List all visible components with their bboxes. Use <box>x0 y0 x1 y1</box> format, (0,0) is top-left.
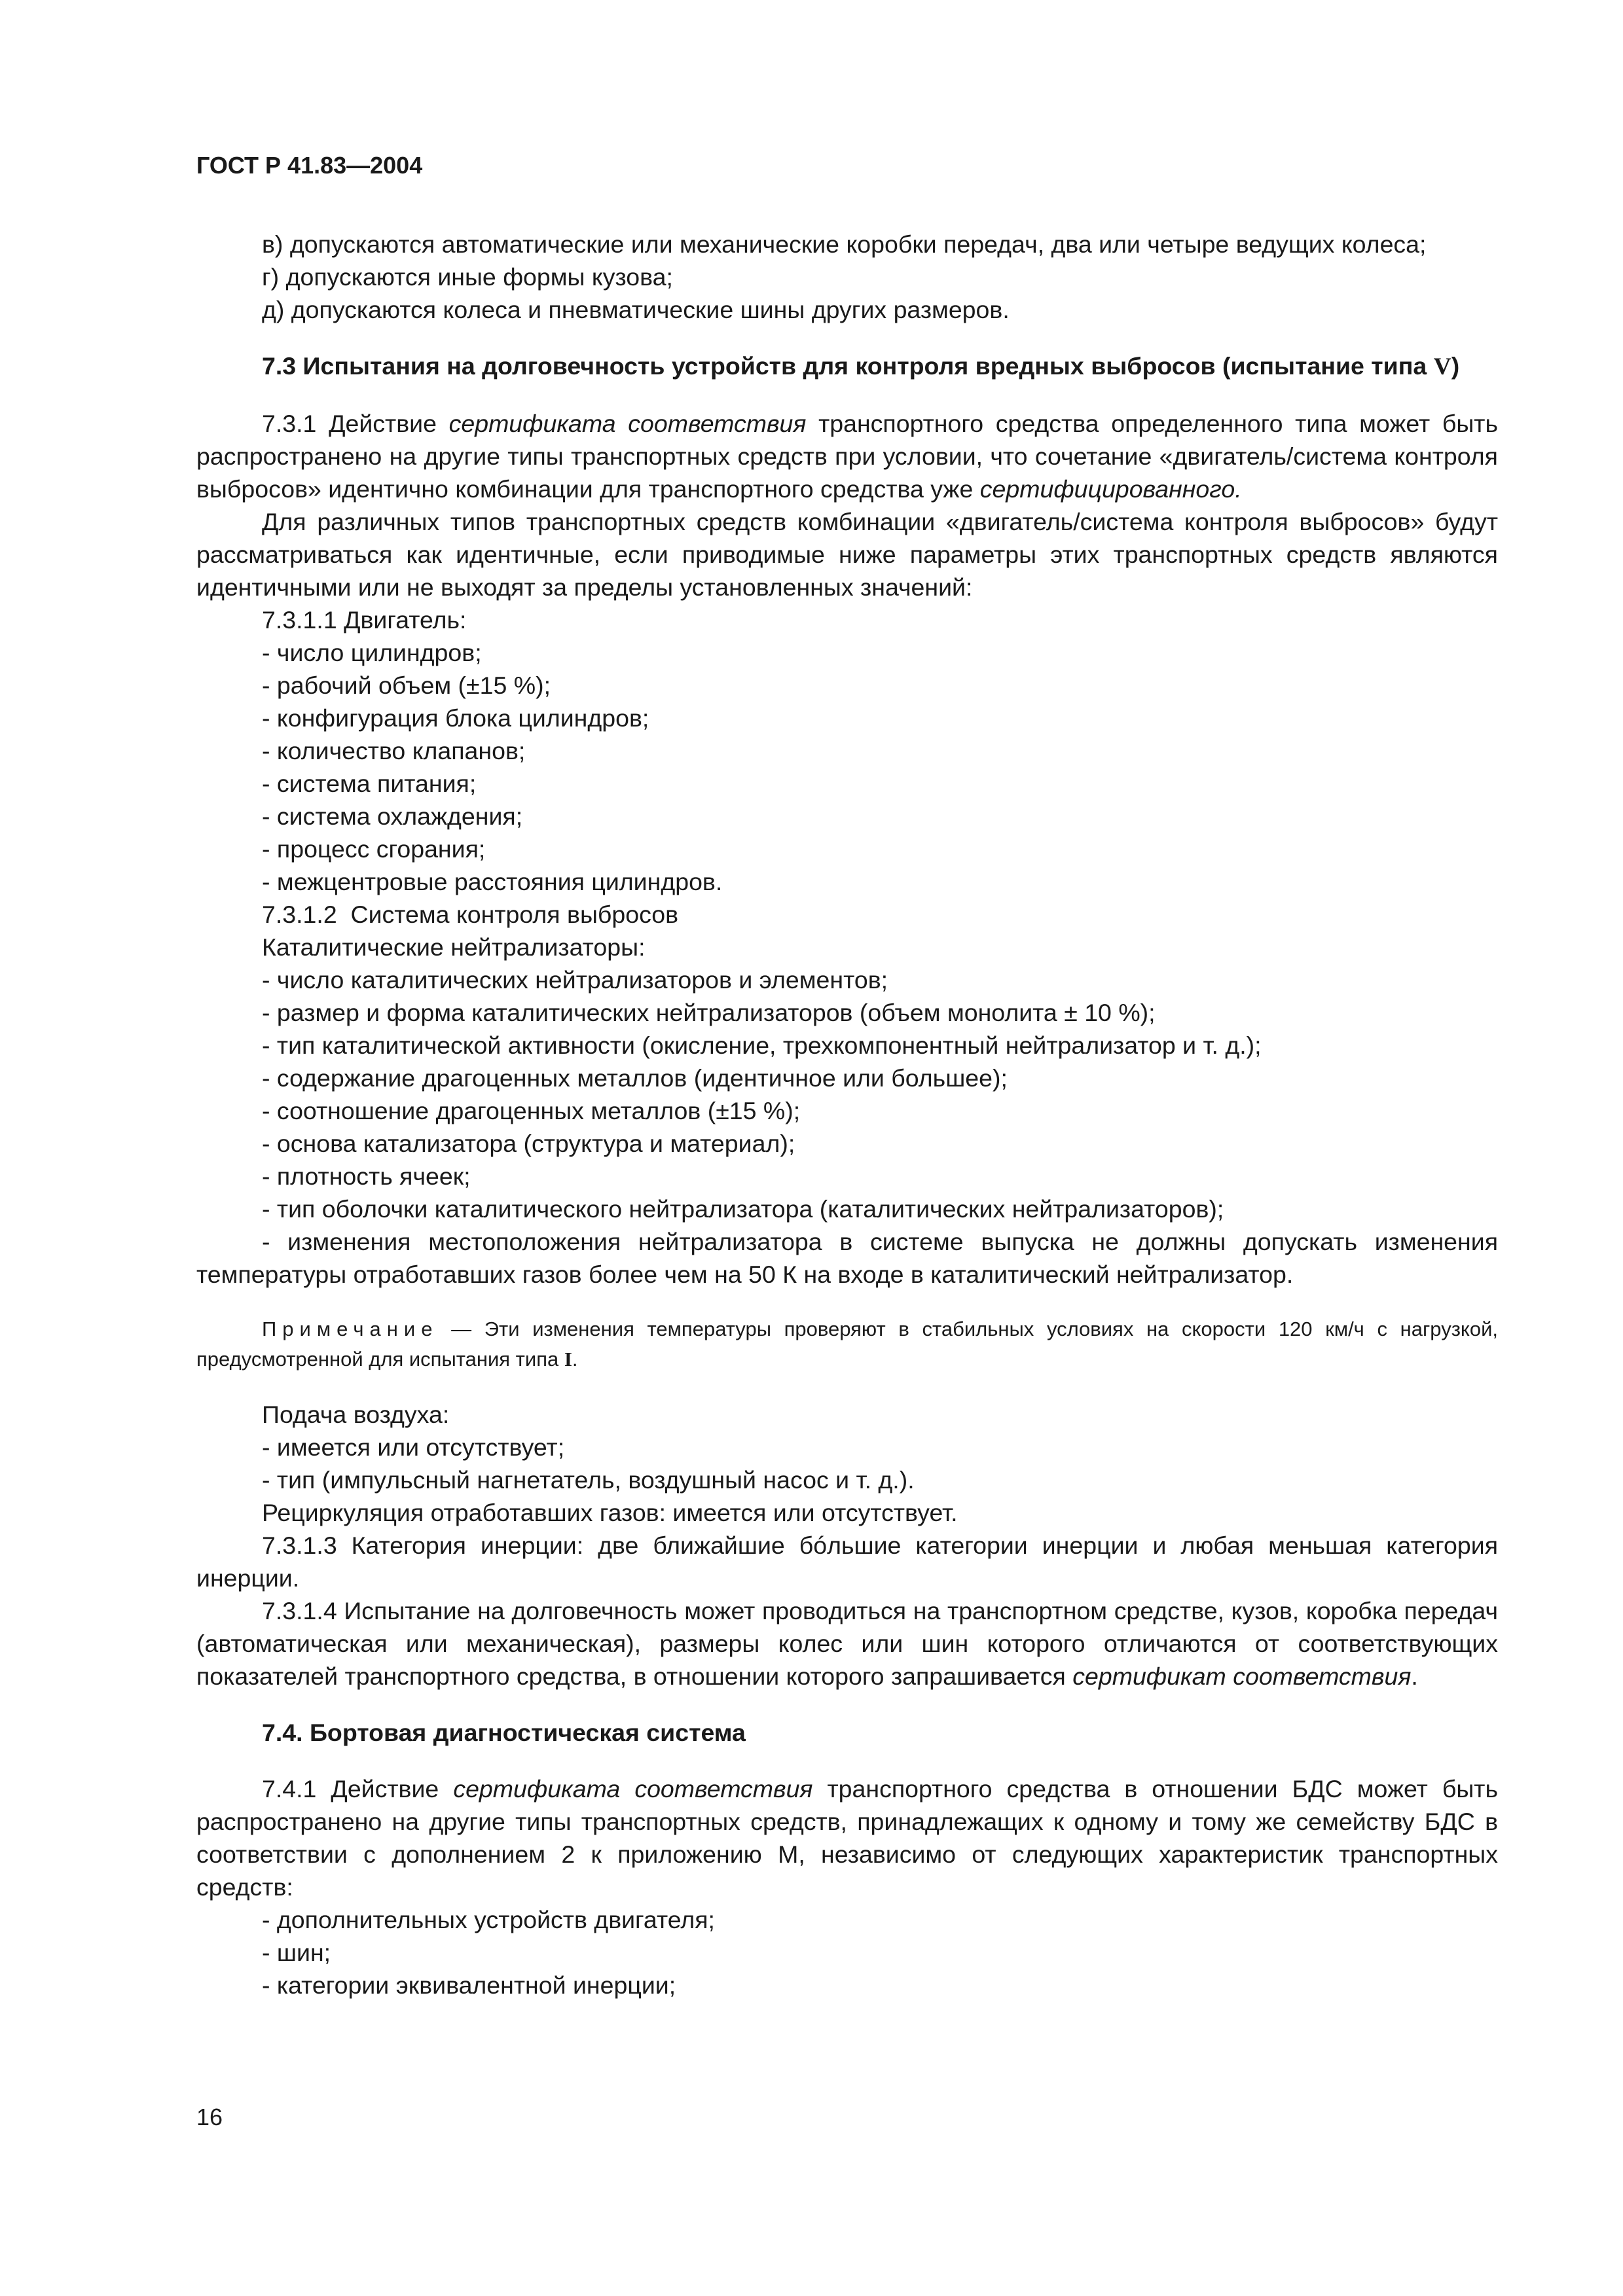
list-item: - число цилиндров; <box>262 639 482 666</box>
paragraph-7-4-1 <box>196 1772 1498 1903</box>
text-span: транспортного средства определенного типа может быть распространено на другие типы транспортных средств при условии, что сочетание «двигатель/система контроля выбросов» идентично комбинации для транспортного средства уже <box>196 410 1498 503</box>
list-item: - дополнительных устройств двигателя; <box>262 1906 715 1933</box>
paragraph-combinations: Для различных типов транспортных средств комбинации «двигатель/система контроля выбросов» будут рассматриваться как идентичные, если приводимые ниже параметры этих транспортных средств являются идентичными или не выходят за пределы установленных значений: <box>196 508 1498 601</box>
heading-close: ) <box>1451 352 1460 380</box>
list-item: - тип (импульсный нагнетатель, воздушный насос и т. д.). <box>262 1466 915 1494</box>
subsection-engine-title: 7.3.1.1 Двигатель: <box>262 606 467 634</box>
subsection-emission-title: 7.3.1.2 Система контроля выбросов <box>262 901 679 928</box>
catalyst-parameter-list <box>196 963 1498 1291</box>
test-type-symbol: I <box>564 1348 572 1371</box>
note <box>196 1314 1498 1374</box>
section-heading-7-4: 7.4. Бортовая диагностическая система <box>262 1719 746 1746</box>
heading-text: 7.3 Испытания на долговечность устройств для контроля вредных выбросов (испытание типа <box>262 352 1434 380</box>
test-type-symbol: V <box>1433 353 1451 380</box>
list-item: - плотность ячеек; <box>262 1162 471 1190</box>
list-item: - основа катализатора (структура и материал); <box>262 1130 795 1157</box>
italic-term: сертифицированного. <box>979 475 1242 503</box>
note-text: — Эти изменения температуры проверяют в стабильных условиях на скорости 120 км/ч с нагрузкой, предусмотренной для испытания типа <box>196 1318 1498 1371</box>
text-span: 7.4.1 Действие <box>262 1775 454 1803</box>
list-item: - категории эквивалентной инерции; <box>262 1971 676 1999</box>
list-item: - конфигурация блока цилиндров; <box>262 704 649 732</box>
page-content <box>196 228 1498 2001</box>
list-item: - число каталитических нейтрализаторов и элементов; <box>262 966 888 994</box>
list-item: - тип каталитической активности (окисление, трехкомпонентный нейтрализатор и т. д.); <box>262 1031 1262 1059</box>
list-item: - шин; <box>262 1939 331 1966</box>
italic-term: сертификата соответствия <box>448 410 807 437</box>
section-heading-7-3 <box>196 350 1498 384</box>
text-span: транспортного средства в отношении БДС может быть распространено на другие типы транспортных средств, принадлежащих к одному и тому же семейству БДС в соответствии с дополнением 2 к приложению М, независимо от следующих характеристик транспортных средств: <box>196 1775 1499 1901</box>
engine-parameter-list <box>196 636 1498 898</box>
list-item: - тип оболочки каталитического нейтрализатора (каталитических нейтрализаторов); <box>262 1195 1224 1223</box>
document-header: ГОСТ Р 41.83—2004 <box>196 152 423 179</box>
paragraph-7-3-1 <box>196 407 1498 505</box>
text-span: . <box>1411 1662 1418 1690</box>
list-item: - рабочий объем (±15 %); <box>262 672 551 699</box>
air-supply-title: Подача воздуха: <box>262 1401 450 1428</box>
page-number: 16 <box>196 2104 223 2130</box>
text-span: . <box>572 1348 578 1371</box>
note-label: Примечание <box>262 1318 439 1340</box>
text-span: 7.3.1.4 Испытание на долговечность может проводиться на транспортном средстве, кузов, коробка передач (автоматическая или механическая), размеры колес или шин которого отличаются от соответствующих показателей транспортного средства, в отношении которого запрашивается <box>196 1597 1498 1690</box>
list-item: - межцентровые расстояния цилиндров. <box>262 868 723 895</box>
list-item: - система питания; <box>262 770 477 797</box>
list-item: - имеется или отсутствует; <box>262 1433 565 1461</box>
list-item: - изменения местоположения нейтрализатора в системе выпуска не должны допускать изменения температуры отработавших газов более чем на 50 К на входе в каталитический нейтрализатор. <box>196 1228 1498 1288</box>
list-item-d: д) допускаются колеса и пневматические шины других размеров. <box>262 296 1010 323</box>
list-item: - соотношение драгоценных металлов (±15 %); <box>262 1097 801 1124</box>
list-item: - количество клапанов; <box>262 737 526 764</box>
italic-term: сертификат соответствия <box>1072 1662 1412 1690</box>
egr-line: Рециркуляция отработавших газов: имеется или отсутствует. <box>262 1499 958 1526</box>
list-item-g: г) допускаются иные формы кузова; <box>262 263 673 291</box>
paragraph-7-3-1-3: 7.3.1.3 Категория инерции: две ближайшие бóльшие категории инерции и любая меньшая категория инерции. <box>196 1532 1498 1592</box>
list-item-v: в) допускаются автоматические или механические коробки передач, два или четыре ведущих колеса; <box>262 230 1427 258</box>
list-item: - процесс сгорания; <box>262 835 486 863</box>
catalyst-title: Каталитические нейтрализаторы: <box>262 933 646 961</box>
text-span: 7.3.1 Действие <box>262 410 449 437</box>
list-item: - содержание драгоценных металлов (идентичное или большее); <box>262 1064 1008 1092</box>
paragraph-7-3-1-4 <box>196 1594 1498 1693</box>
italic-term: сертификата соответствия <box>453 1775 813 1803</box>
list-item: - система охлаждения; <box>262 802 523 830</box>
list-item: - размер и форма каталитических нейтрализаторов (объем монолита ± 10 %); <box>262 999 1156 1026</box>
